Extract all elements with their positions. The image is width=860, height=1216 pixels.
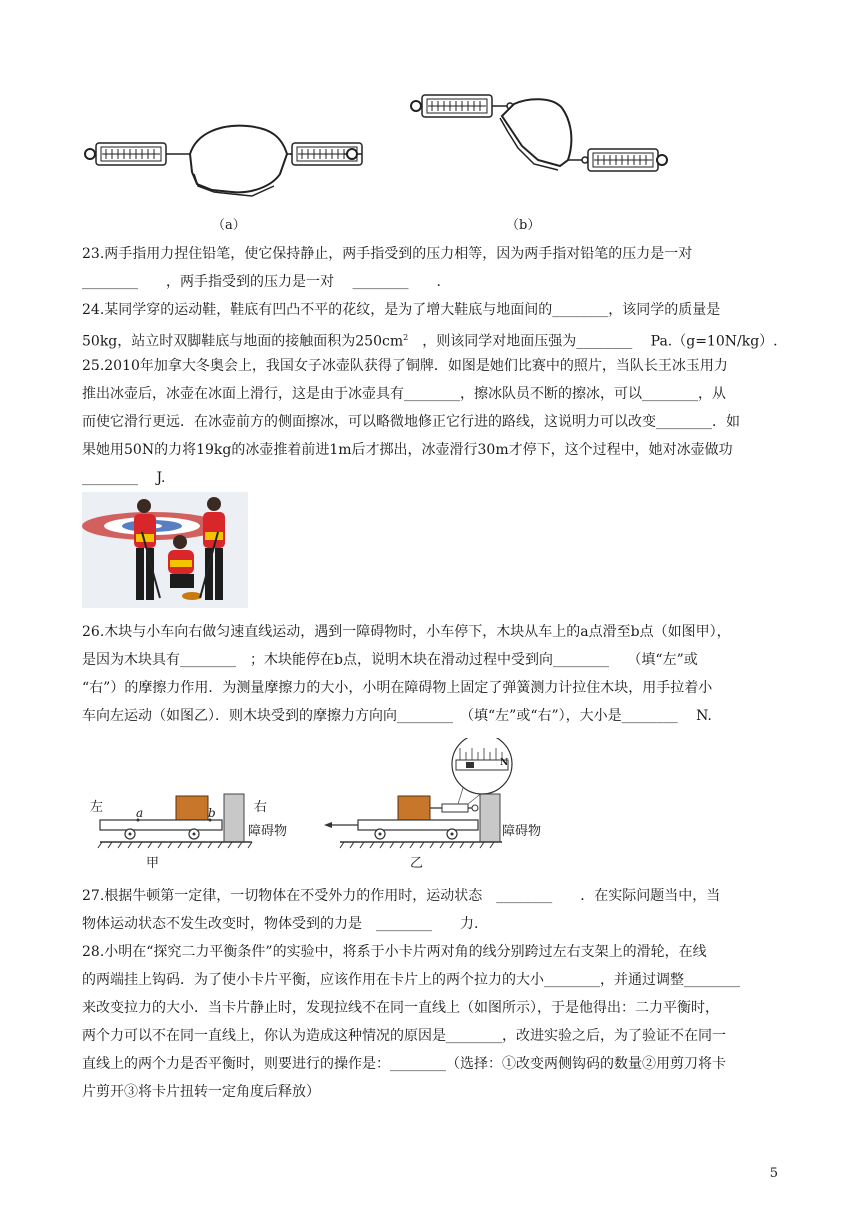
cart-diagram [82,738,562,866]
q28-line-2: 的两端挂上钩码．为了使小卡片平衡，应该作用在卡片上的两个拉力的大小________，并通过调整________ [82,972,740,988]
question-28 [82,938,782,1106]
page-number: 5 [769,1166,778,1181]
q28-line-5: 直线上的两个力是否平衡时，则要进行的操作是：________（选择：①改变两侧钩码的数量②用剪刀将卡 [82,1056,726,1072]
card-b [502,99,571,166]
question-25 [82,352,782,492]
q23-line-1: 23.两手指用力捏住铅笔，使它保持静止，两手指受到的压力相等，因为两手指对铅笔的压力是一对 [82,246,693,262]
figure-b-left-scale [411,95,513,117]
q24-line-1: 24.某同学穿的运动鞋，鞋底有凹凸不平的花纹，是为了增大鞋底与地面间的________，该同学的质量是 [82,302,721,318]
q25-line-1: 25.2010年加拿大冬奥会上，我国女子冰壶队获得了铜牌．如图是她们比赛中的照片，当队长王冰玉用力 [82,358,728,374]
q26-line-4: 车向左运动（如图乙）．则木块受到的摩擦力方向向________ （填“左”或“右”），大小是________ N. [82,708,712,724]
q27-line-1: 27.根据牛顿第一定律，一切物体在不受外力的作用时，运动状态 ________ ．在实际问题当中，当 [82,888,721,904]
label-point-a: a [136,806,144,820]
curling-photo [82,492,248,608]
q28-line-6: 片剪开③将卡片扭转一定角度后释放） [82,1084,320,1100]
q28-line-1: 28.小明在“探究二力平衡条件”的实验中，将系于小卡片两对角的线分别跨过左右支架上的滑轮，在线 [82,944,707,960]
question-27 [82,882,782,938]
q25-line-3: 而使它滑行更远．在冰壶前方的侧面擦冰，可以略微地修正它行进的路线，这说明力可以改变________．如 [82,414,740,430]
question-24 [82,296,782,356]
figure-a-left-scale [85,143,190,165]
figure-a-right-scale [287,143,362,165]
q28-line-3: 来改变拉力的大小．当卡片静止时，发现拉线不在同一直线上（如图所示），于是他得出：二力平衡时， [82,1000,719,1016]
label-scale-n: N [500,758,509,768]
label-jia: 甲 [146,856,160,871]
q26-line-2: 是因为木块具有________ ；木块能停在b点，说明木块在滑动过程中受到向________ （填“左”或 [82,652,698,668]
label-yi: 乙 [410,856,424,871]
label-right: 右 [254,800,268,815]
label-obstacle-jia: 障碍物 [248,824,288,839]
q24-line-2-text: 50kg，站立时双脚鞋底与地面的接触面积为250cm [82,333,404,350]
label-left: 左 [90,800,104,815]
card-a [190,126,287,193]
q24-unit-exponent: 2 [403,333,409,342]
spring-scale-figure [82,94,682,234]
label-point-b: b [208,806,216,820]
q26-line-3: “右”）的摩擦力作用．为测量摩擦力的大小，小明在障碍物上固定了弹簧测力计拉住木块，用手拉着小 [82,680,713,696]
figure-b-label: （b） [506,218,541,233]
cart-yi [324,738,512,848]
q24-line-2-tail: ，则该同学对地面压强为________ Pa.（g=10N/kg）. [408,333,778,350]
q26-line-1: 26.木块与小车向右做匀速直线运动，遇到一障碍物时，小车停下，木块从车上的a点滑至b点（如图甲）， [82,624,731,640]
q27-line-2: 物体运动状态不发生改变时，物体受到的力是 ________ 力. [82,916,479,932]
q25-line-4: 果她用50N的力将19kg的冰壶推着前进1m后才掷出，冰壶滑行30m才停下，这个过程中，她对冰壶做功 [82,442,733,458]
label-obstacle-yi: 障碍物 [502,824,542,839]
q23-line-2: ________ ，两手指受到的压力是一对 ________ . [82,274,441,290]
figure-a-label: （a） [212,218,246,233]
q25-line-5: ________ J. [82,470,166,486]
question-23 [82,240,782,296]
q28-line-4: 两个力可以不在同一直线上，你认为造成这种情况的原因是________，改进实验之后，为了验证不在同一 [82,1028,726,1044]
q25-line-2: 推出冰壶后，冰壶在冰面上滑行，这是由于冰壶具有________，擦冰队员不断的擦冰，可以________，从 [82,386,726,402]
question-26 [82,618,782,730]
cart-jia [98,794,252,848]
q24-line-2 [82,324,782,356]
figure-b-right-scale [568,149,667,171]
